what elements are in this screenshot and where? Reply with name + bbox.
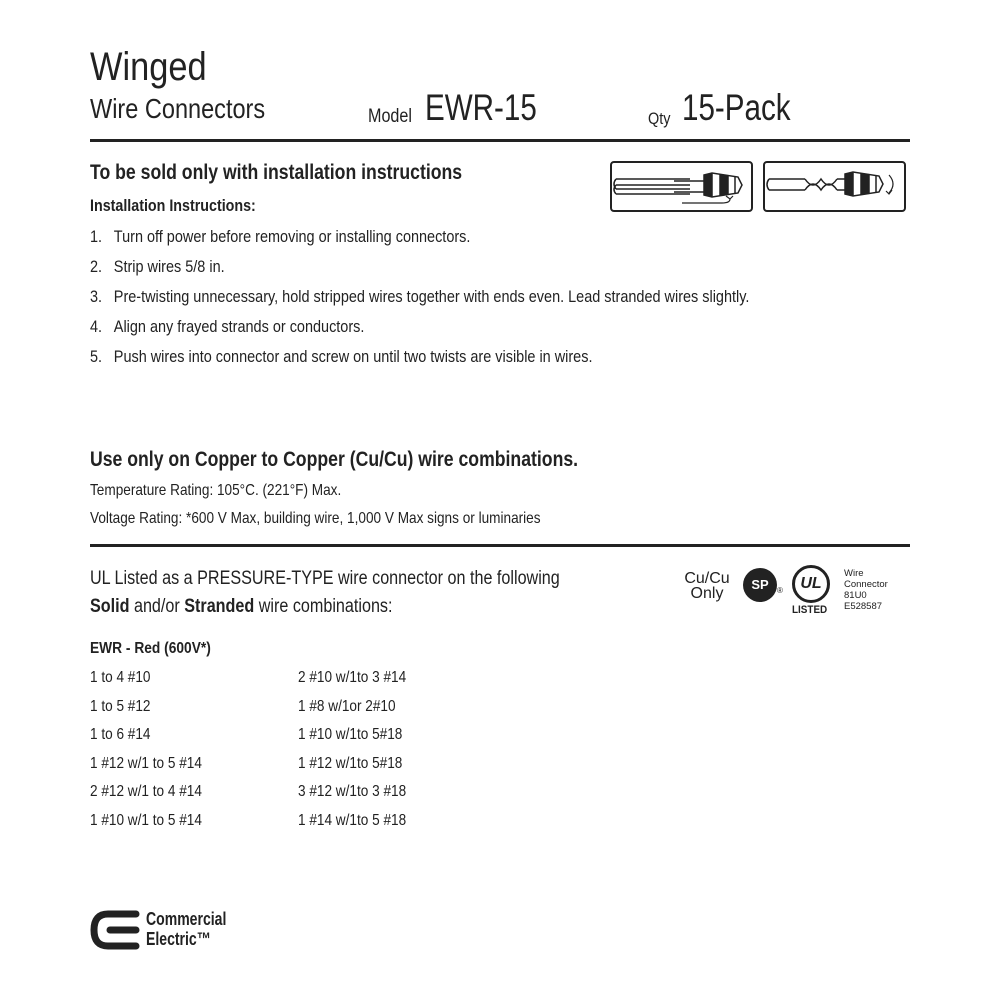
- list-item: 2 #12 w/1 to 4 #14: [90, 783, 202, 800]
- listing-statement: UL Listed as a PRESSURE-TYPE wire connector on the following: [90, 568, 560, 589]
- step-text: Strip wires 5/8 in.: [113, 257, 225, 276]
- solid-label: Solid: [90, 596, 130, 617]
- ul-listing-info: Wire Connector 81U0 E528587: [844, 568, 888, 612]
- list-item: 1 to 5 #12: [90, 697, 151, 715]
- list-item: [90, 226, 866, 256]
- list-item: 1 to 4 #10: [90, 669, 151, 686]
- copper-only-heading: Use only on Copper to Copper (Cu/Cu) wire combinations.: [90, 448, 579, 471]
- list-item: 3 #12 w/1to 3 #18: [298, 783, 407, 800]
- qty-label: Qty: [648, 109, 671, 128]
- product-subtitle: Wire Connectors: [90, 93, 266, 124]
- cu-cu-only-badge: Cu/Cu Only: [684, 570, 730, 602]
- brand-mark-icon: [90, 910, 142, 950]
- list-item: 1 #14 w/1to 5 #18: [298, 811, 407, 829]
- brand-name: Commercial Electric™: [146, 909, 227, 949]
- list-item: 1 #10 w/1 to 5 #14: [90, 811, 202, 829]
- list-item: [90, 316, 866, 346]
- combinations-column-1: [90, 668, 222, 839]
- wire-insert-diagram: [610, 161, 753, 212]
- step-number: 5.: [90, 347, 103, 366]
- ul-logo: UL: [792, 565, 830, 603]
- step-text: Push wires into connector and screw on until two twists are visible in wires.: [113, 347, 593, 366]
- connector-insert-illustration: [612, 163, 751, 210]
- divider: [90, 544, 910, 547]
- list-item: [90, 346, 866, 376]
- step-text: Align any frayed strands or conductors.: [113, 317, 365, 336]
- model-number: EWR-15: [425, 87, 537, 128]
- step-number: 4.: [90, 317, 103, 336]
- list-item: 1 to 6 #14: [90, 726, 151, 743]
- commercial-electric-logo: [90, 910, 142, 950]
- step-number: 2.: [90, 257, 103, 276]
- combinations-heading: EWR - Red (600V*): [90, 640, 211, 657]
- product-title: Winged: [90, 45, 207, 89]
- installation-steps: [90, 226, 866, 376]
- csa-logo: SP: [743, 568, 777, 602]
- temperature-rating: Temperature Rating: 105°C. (221°F) Max.: [90, 482, 342, 499]
- step-number: 3.: [90, 287, 103, 306]
- list-item: 1 #12 w/1 to 5 #14: [90, 754, 202, 772]
- registered-mark: ®: [777, 586, 783, 595]
- connector-twist-illustration: [765, 163, 904, 210]
- voltage-rating: Voltage Rating: *600 V Max, building wire, 1,000 V Max signs or luminaries: [90, 510, 541, 527]
- list-item: 1 #10 w/1to 5#18: [298, 726, 403, 743]
- list-item: [90, 256, 866, 286]
- step-number: 1.: [90, 227, 103, 246]
- list-item: 2 #10 w/1to 3 #14: [298, 669, 407, 686]
- listing-combinations: Solid and/or Stranded wire combinations:: [90, 596, 393, 617]
- qty-value: 15-Pack: [682, 87, 791, 128]
- step-text: Pre-twisting unnecessary, hold stripped wires together with ends even. Lead stranded wires slightly.: [113, 287, 750, 306]
- divider: [90, 139, 910, 142]
- list-item: [90, 286, 866, 316]
- combinations-column-2: [298, 668, 425, 839]
- model-label: Model: [368, 106, 412, 127]
- installation-notice: To be sold only with installation instructions: [90, 161, 463, 184]
- wire-twist-diagram: [763, 161, 906, 212]
- step-text: Turn off power before removing or installing connectors.: [113, 227, 471, 246]
- list-item: 1 #8 w/1or 2#10: [298, 697, 396, 715]
- installation-heading: Installation Instructions:: [90, 196, 256, 215]
- list-item: 1 #12 w/1to 5#18: [298, 754, 403, 772]
- ul-listed-label: LISTED: [792, 604, 828, 616]
- stranded-label: Stranded: [184, 596, 255, 617]
